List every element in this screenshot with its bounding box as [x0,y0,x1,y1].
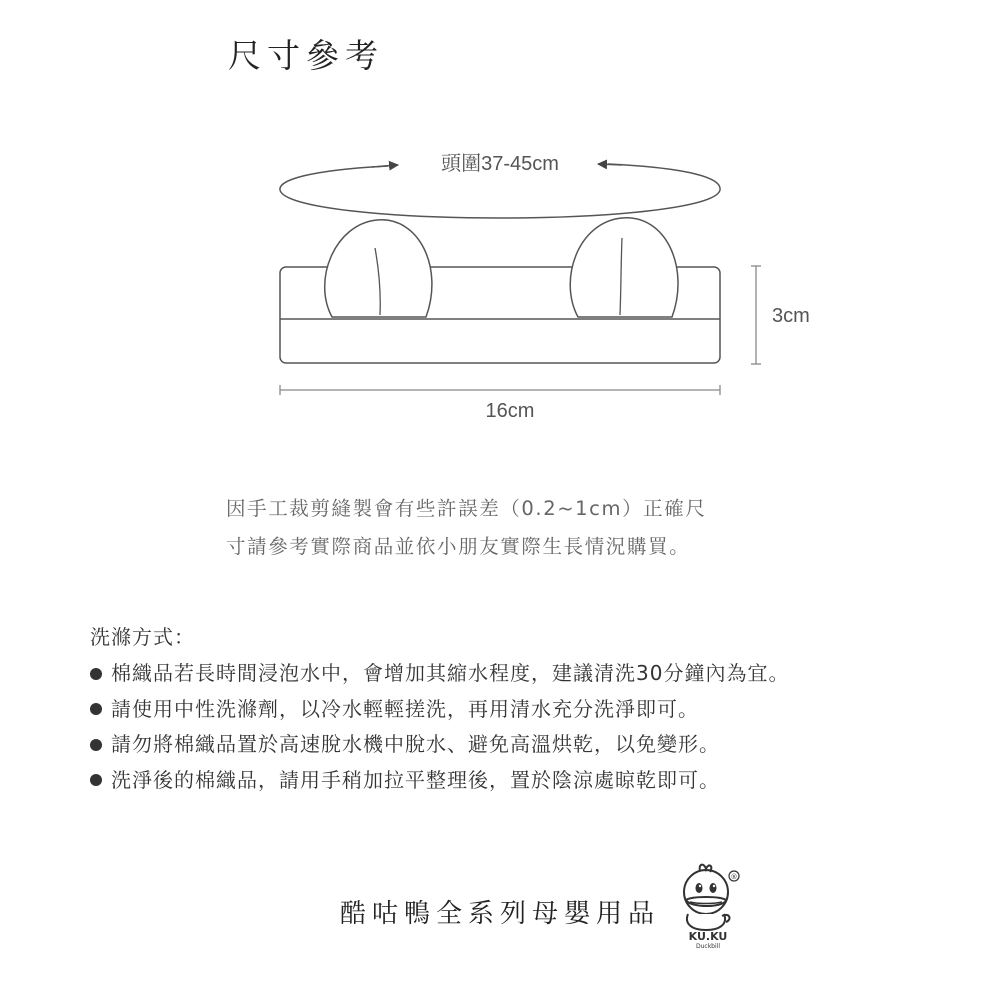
bullet-icon [90,668,102,680]
list-item [90,727,970,763]
kuku-duck-logo [668,858,748,948]
washing-instructions [90,618,970,798]
width-dimension [280,385,720,422]
washing-list [90,656,970,798]
left-ear [325,220,432,317]
logo-text: KU.KU [688,930,728,943]
height-dimension [751,266,810,364]
list-item [90,763,970,799]
size-note [226,490,786,566]
height-label: 3cm [772,305,810,327]
washing-title: 洗滌方式： [90,625,195,649]
head-circumference-indicator [280,152,720,218]
logo-subtext: Duckbill [695,943,721,948]
headband-dimension-diagram [0,0,1000,480]
bullet-icon [90,739,102,751]
list-item-text: 請使用中性洗滌劑，以冷水輕輕搓洗，再用清水充分洗淨即可。 [111,696,699,721]
size-note-line-1: 因手工裁剪縫製會有些許誤差（0.2~1cm）正確尺 [226,497,707,520]
arrow-left-icon [598,164,622,165]
list-item-text: 棉織品若長時間浸泡水中，會增加其縮水程度，建議清洗30分鐘內為宜。 [111,661,790,685]
list-item [90,692,970,728]
list-item [90,656,970,692]
list-item-text: 洗淨後的棉織品，請用手稍加拉平整理後，置於陰涼處晾乾即可。 [111,767,720,792]
bullet-icon [90,774,102,786]
right-ear [570,218,678,317]
size-note-line-2: 寸請參考實際商品並依小朋友實際生長情況購買。 [226,535,691,558]
list-item-text: 請勿將棉織品置於高速脫水機中脫水、避免高溫烘乾，以免變形。 [111,732,720,756]
arrow-right-icon [372,165,398,167]
head-circumference-label: 頭圍37-45cm [441,153,559,175]
width-label: 16cm [485,400,535,422]
page-title: 尺寸參考 [228,36,384,75]
registered-mark: ® [730,873,738,881]
bullet-icon [90,703,102,715]
brand-tagline: 酷咕鴨全系列母嬰用品 [340,899,661,929]
